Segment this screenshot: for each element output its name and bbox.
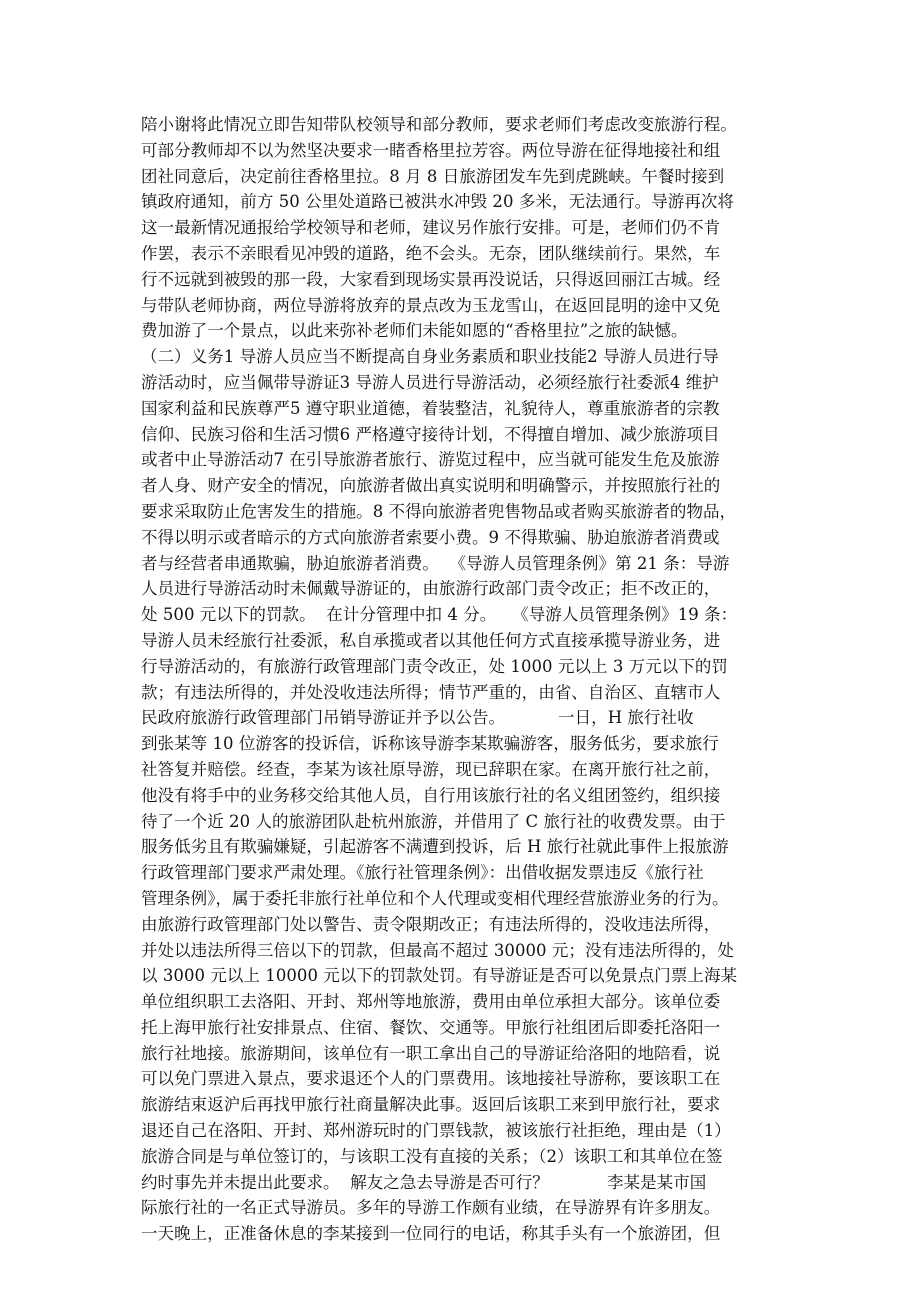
text-line: 者与经营者串通欺骗，胁迫旅游者消费。 《导游人员管理条例》第 21 条：导游 — [141, 553, 730, 573]
text-line: 到张某等 10 位游客的投诉信，诉称该导游李某欺骗游客，服务低劣，要求旅行 — [141, 734, 719, 754]
document-body — [141, 112, 801, 1247]
text-line: 游活动时，应当佩带导游证3 导游人员进行导游活动，必须经旅行社委派4 维护 — [141, 372, 719, 392]
text-line: 作罢，表示不亲眼看见冲毁的道路，绝不会头。无奈，团队继续前行。果然，车 — [141, 243, 721, 263]
text-line: 由旅游行政管理部门处以警告、责令限期改正；有违法所得的，没收违法所得， — [141, 914, 721, 934]
text-line: 旅游结束返沪后再找甲旅行社商量解决此事。返回后该职工来到甲旅行社，要求 — [141, 1095, 721, 1115]
text-line: 导游人员未经旅行社委派，私自承揽或者以其他任何方式直接承揽导游业务，进 — [141, 630, 721, 650]
text-line: 旅行社地接。旅游期间，该单位有一职工拿出自己的导游证给洛阳的地陪看，说 — [141, 1043, 721, 1063]
text-line: 以 3000 元以上 10000 元以下的罚款处罚。有导游证是否可以免景点门票上海某 — [141, 966, 738, 986]
text-line: 与带队老师协商，两位导游将放弃的景点改为玉龙雪山，在返回昆明的途中又免 — [141, 295, 721, 315]
text-line: （二）义务1 导游人员应当不断提高自身业务素质和职业技能2 导游人员进行导 — [141, 347, 719, 367]
text-line: 民政府旅游行政管理部门吊销导游证并予以公告。 一日，H 旅行社收 — [141, 708, 694, 728]
text-line: 行导游活动的，有旅游行政管理部门责令改正，处 1000 元以上 3 万元以下的罚 — [141, 656, 728, 676]
text-line: 他没有将手中的业务移交给其他人员，自行用该旅行社的名义组团签约，组织接 — [141, 785, 721, 805]
text-line: 托上海甲旅行社安排景点、住宿、餐饮、交通等。甲旅行社组团后即委托洛阳一 — [141, 1017, 721, 1037]
text-line: 信仰、民族习俗和生活习惯6 严格遵守接待计划，不得擅自增加、减少旅游项目 — [141, 424, 720, 444]
text-line: 社答复并赔偿。经查，李某为该社原导游，现已辞职在家。在离开旅行社之前， — [141, 759, 721, 779]
text-line: 服务低劣且有欺骗嫌疑，引起游客不满遭到投诉，后 H 旅行社就此事件上报旅游 — [141, 837, 729, 857]
text-line: 不得以明示或者暗示的方式向旅游者索要小费。9 不得欺骗、胁迫旅游者消费或 — [141, 527, 720, 547]
text-line: 款；有违法所得的，并处没收违法所得；情节严重的，由省、自治区、直辖市人 — [141, 682, 721, 702]
text-line: 际旅行社的一名正式导游员。多年的导游工作颇有业绩，在导游界有许多朋友。 — [141, 1198, 721, 1218]
text-line: 管理条例》，属于委托非旅行社单位和个人代理或变相代理经营旅游业务的行为。 — [141, 888, 729, 908]
text-line: 人员进行导游活动时未佩戴导游证的，由旅游行政部门责令改正；拒不改正的， — [141, 579, 721, 599]
text-line: 约时事先并未提出此要求。 解友之急去导游是否可行？ 李某是某市国 — [141, 1172, 707, 1192]
text-line: 可以免门票进入景点，要求退还个人的门票费用。该地接社导游称，要该职工在 — [141, 1069, 721, 1089]
text-line: 退还自己在洛阳、开封、郑州游玩时的门票钱款，被该旅行社拒绝，理由是（1） — [141, 1121, 731, 1141]
text-line: 一天晚上，正准备休息的李某接到一位同行的电话，称其手头有一个旅游团，但 — [141, 1224, 721, 1244]
text-line: 行不远就到被毁的那一段，大家看到现场实景再没说话，只得返回丽江古城。经 — [141, 269, 721, 289]
text-line: 者人身、财产安全的情况，向旅游者做出真实说明和明确警示，并按照旅行社的 — [141, 476, 721, 496]
text-line: 陪小谢将此情况立即告知带队校领导和部分教师，要求老师们考虑改变旅游行程。 — [141, 115, 737, 134]
text-line: 要求采取防止危害发生的措施。8 不得向旅游者兜售物品或者购买旅游者的物品， — [141, 501, 737, 521]
text-line: 或者中止导游活动7 在引导旅游者旅行、游览过程中，应当就可能发生危及旅游 — [141, 450, 720, 470]
text-line: 国家利益和民族尊严5 遵守职业道德，着装整洁，礼貌待人，尊重旅游者的宗教 — [141, 398, 720, 418]
text-line: 行政管理部门要求严肃处理。《旅行社管理条例》：出借收据发票违反《旅行社 — [141, 863, 704, 883]
text-line: 镇政府通知，前方 50 公里处道路已被洪水冲毁 20 多米，无法通行。导游再次将 — [141, 192, 734, 212]
text-line: 单位组织职工去洛阳、开封、郑州等地旅游，费用由单位承担大部分。该单位委 — [141, 992, 721, 1012]
text-line: 可部分教师却不以为然坚决要求一睹香格里拉芳容。两位导游在征得地接社和组 — [141, 140, 721, 160]
text-line: 旅游合同是与单位签订的，与该职工没有直接的关系；（2）该职工和其单位在签 — [141, 1146, 723, 1166]
text-line: 这一最新情况通报给学校领导和老师，建议另作旅行安排。可是，老师们仍不肯 — [141, 218, 721, 238]
text-line: 并处以违法所得三倍以下的罚款，但最高不超过 30000 元；没有违法所得的，处 — [141, 940, 734, 960]
text-line: 处 500 元以下的罚款。 在计分管理中扣 4 分。 《导游人员管理条例》19 条： — [141, 605, 738, 625]
text-line: 待了一个近 20 人的旅游团队赴杭州旅游，并借用了 C 旅行社的收费发票。由于 — [141, 811, 726, 831]
text-line: 费加游了一个景点，以此来弥补老师们未能如愿的“香格里拉”之旅的缺憾。 — [141, 321, 688, 341]
text-line: 团社同意后，决定前往香格里拉。8 月 8 日旅游团发车先到虎跳峡。午餐时接到 — [141, 166, 725, 186]
